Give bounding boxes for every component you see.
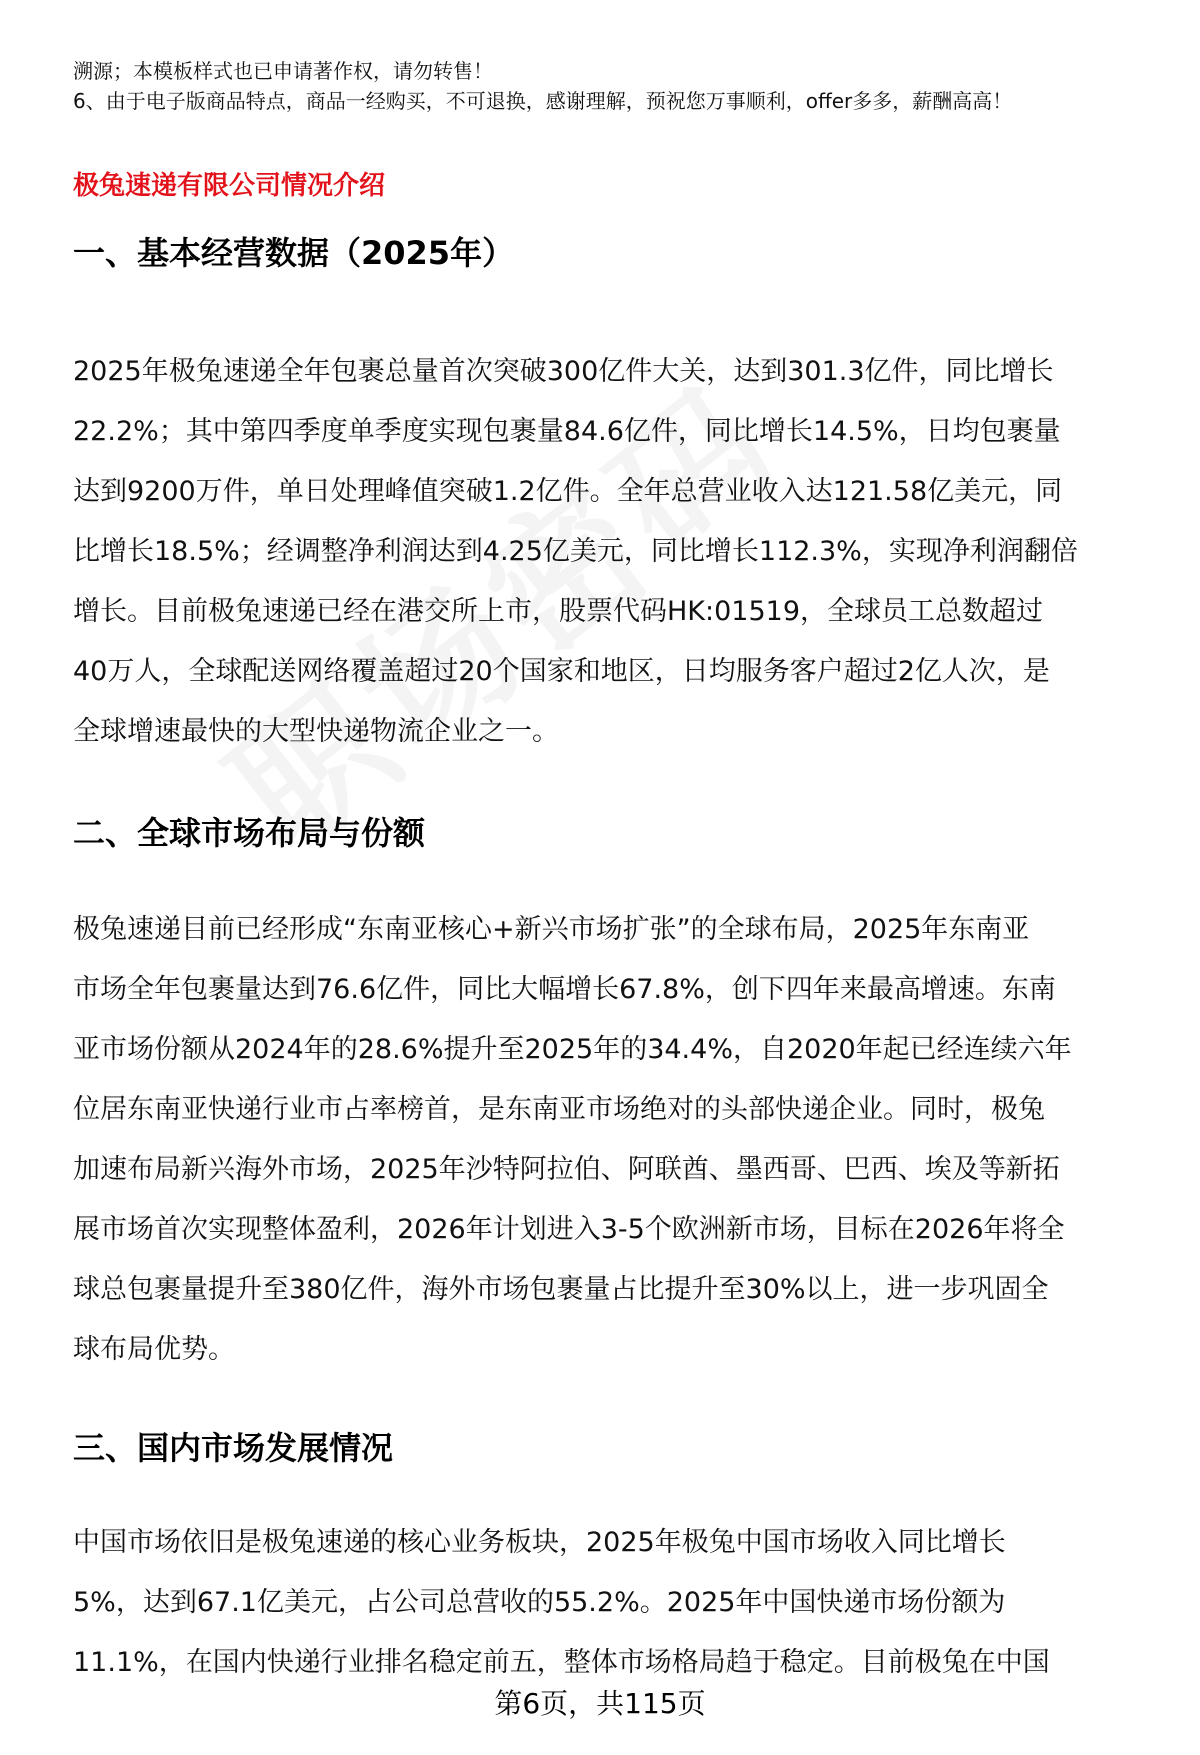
paragraph-line: 位居东南亚快递行业市占率榜首，是东南亚市场绝对的头部快递企业。同时，极兔 xyxy=(73,1094,1045,1125)
section-paragraph-3 xyxy=(73,1513,1153,1693)
paragraph-line: 中国市场依旧是极兔速递的核心业务板块，2025年极兔中国市场收入同比增长 xyxy=(73,1527,1006,1558)
paragraph-line: 市场全年包裹量达到76.6亿件，同比大幅增长67.8%，创下四年来最高增速。东南 xyxy=(73,974,1056,1005)
section-heading-1: 一、基本经营数据（2025年） xyxy=(73,234,515,272)
paragraph-line: 全球增速最快的大型快递物流企业之一。 xyxy=(73,716,559,747)
paragraph-line: 极兔速递目前已经形成“东南亚核心+新兴市场扩张”的全球布局，2025年东南亚 xyxy=(73,914,1030,945)
paragraph-line: 22.2%；其中第四季度单季度实现包裹量84.6亿件，同比增长14.5%，日均包裹量 xyxy=(73,416,1061,447)
paragraph-line: 5%，达到67.1亿美元，占公司总营收的55.2%。2025年中国快递市场份额为 xyxy=(73,1587,1006,1618)
paragraph-line: 球布局优势。 xyxy=(73,1334,235,1365)
notice-line-2: 6、由于电子版商品特点，商品一经购买，不可退换，感谢理解，预祝您万事顺利，offer多多，薪酬高高！ xyxy=(73,89,1013,113)
section-heading-3: 三、国内市场发展情况 xyxy=(73,1429,394,1467)
section-paragraph-1 xyxy=(73,342,1153,762)
paragraph-line: 亚市场份额从2024年的28.6%提升至2025年的34.4%，自2020年起已经连续六年 xyxy=(73,1034,1072,1065)
paragraph-line: 比增长18.5%；经调整净利润达到4.25亿美元，同比增长112.3%，实现净利润翻倍 xyxy=(73,536,1078,567)
paragraph-line: 40万人，全球配送网络覆盖超过20个国家和地区，日均服务客户超过2亿人次，是 xyxy=(73,656,1050,687)
paragraph-line: 11.1%，在国内快递行业排名稳定前五，整体市场格局趋于稳定。目前极兔在中国 xyxy=(73,1647,1050,1678)
paragraph-line: 加速布局新兴海外市场，2025年沙特阿拉伯、阿联酋、墨西哥、巴西、埃及等新拓 xyxy=(73,1154,1060,1185)
notice-line-1: 溯源；本模板样式也已申请著作权，请勿转售！ xyxy=(73,59,493,83)
section-heading-2: 二、全球市场布局与份额 xyxy=(73,814,426,852)
paragraph-line: 增长。目前极兔速递已经在港交所上市，股票代码HK:01519，全球员工总数超过 xyxy=(73,596,1043,627)
paragraph-line: 展市场首次实现整体盈利，2026年计划进入3-5个欧洲新市场，目标在2026年将全 xyxy=(73,1214,1065,1245)
paragraph-line: 达到9200万件，单日处理峰值突破1.2亿件。全年总营业收入达121.58亿美元，同 xyxy=(73,476,1063,507)
paragraph-line: 球总包裹量提升至380亿件，海外市场包裹量占比提升至30%以上，进一步巩固全 xyxy=(73,1274,1049,1305)
section-paragraph-2 xyxy=(73,900,1153,1380)
document-title: 极兔速递有限公司情况介绍 xyxy=(73,171,386,201)
paragraph-line: 2025年极兔速递全年包裹总量首次突破300亿件大关，达到301.3亿件，同比增长 xyxy=(73,356,1054,387)
page-number: 第6页，共115页 xyxy=(494,1687,706,1720)
